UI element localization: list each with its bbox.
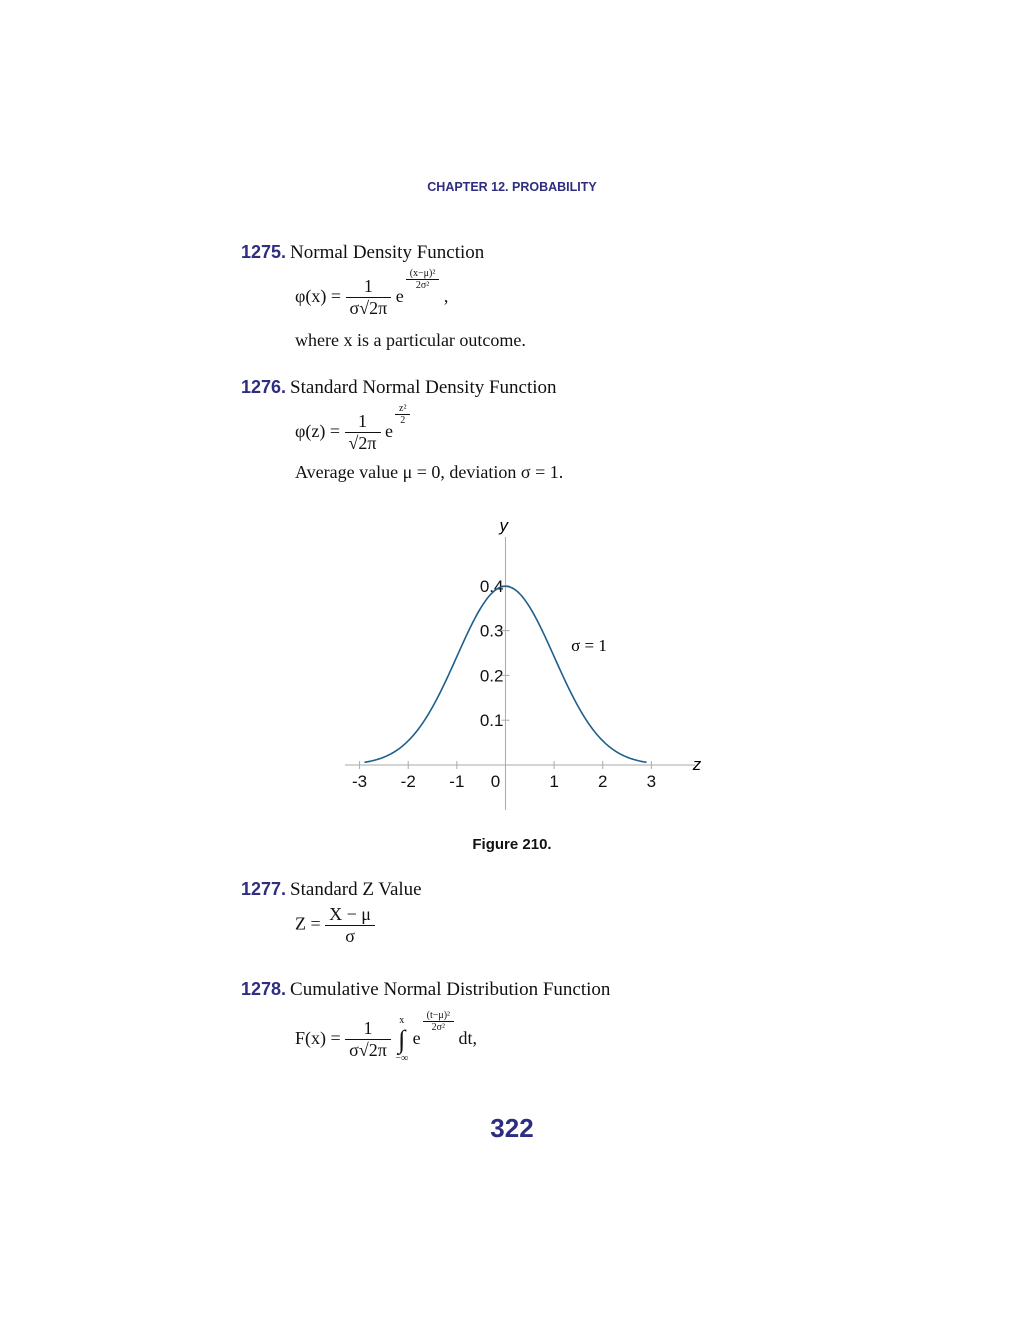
normal-curve-chart	[330, 505, 720, 820]
x-tick-label: -2	[400, 772, 416, 791]
y-tick-label: 0.1	[479, 711, 504, 731]
x-tick-label: -1	[449, 772, 465, 791]
chapter-header: CHAPTER 12. PROBABILITY	[427, 180, 597, 194]
section-number: 1276.	[241, 377, 287, 397]
section-1276-heading	[241, 377, 557, 399]
y-axis-label: y	[499, 516, 508, 535]
section-1278-heading	[241, 979, 610, 1001]
x-tick-label: -3	[352, 772, 368, 791]
integral-sign	[395, 1015, 408, 1065]
y-tick-label: 0.2	[479, 666, 504, 686]
page-number: 322	[490, 1113, 534, 1143]
integral-symbol: ∫	[398, 1024, 406, 1054]
fraction-denominator: σ√2π	[349, 1040, 387, 1061]
exponent	[406, 268, 440, 291]
standard-density-formula	[295, 403, 410, 454]
section-1275-heading	[241, 242, 484, 264]
x-tick-label: 2	[598, 772, 608, 791]
section-title: Standard Normal Density Function	[290, 377, 557, 398]
x-axis-label: z	[692, 755, 702, 774]
formula-fraction	[325, 904, 375, 947]
y-tick-label: 0.3	[479, 621, 504, 641]
exponent-numerator: (x−μ)²	[406, 268, 440, 280]
fraction-numerator: 1	[345, 411, 381, 433]
formula-lhs: Z =	[295, 913, 321, 934]
integral-upper-limit: x	[399, 1014, 405, 1026]
exponent-denominator: 2σ²	[415, 280, 430, 291]
formula-fraction	[345, 1018, 391, 1061]
section-number: 1278.	[241, 979, 287, 999]
exponent	[423, 1010, 454, 1033]
formula-trail: dt,	[458, 1028, 478, 1048]
section-1277-heading	[241, 879, 422, 901]
sigma-annotation: σ = 1	[571, 635, 607, 655]
fraction-denominator: σ√2π	[349, 298, 388, 319]
section-title: Standard Z Value	[290, 879, 422, 900]
formula-trail: ,	[443, 286, 449, 306]
section-number: 1277.	[241, 879, 287, 899]
exponent-numerator: z²	[395, 403, 410, 415]
x-tick-label: 0	[490, 772, 501, 791]
y-tick-label: 0.4	[479, 576, 504, 596]
exponent-denominator: 2σ²	[431, 1022, 446, 1033]
integral-lower-limit: −∞	[395, 1052, 409, 1064]
normal-density-formula	[295, 268, 448, 319]
x-tick-label: 3	[646, 772, 657, 791]
fraction-numerator: 1	[346, 276, 392, 298]
exp-base: e	[395, 286, 404, 306]
exponent-numerator: (t−μ)²	[423, 1010, 454, 1022]
formula-lhs: φ(x) =	[295, 286, 342, 306]
exp-base: e	[412, 1028, 421, 1048]
section-number: 1275.	[241, 242, 287, 262]
section-title: Normal Density Function	[290, 242, 485, 263]
cumulative-formula	[295, 1010, 477, 1065]
formula-lhs: φ(z) =	[295, 421, 341, 441]
section-title: Cumulative Normal Distribution Function	[290, 979, 611, 1000]
exp-base: e	[385, 421, 393, 441]
formula-lhs: F(x) =	[295, 1028, 341, 1048]
fraction-numerator: X − μ	[325, 904, 375, 926]
exponent	[395, 403, 410, 426]
fraction-numerator: 1	[345, 1018, 391, 1040]
section-note: where x is a particular outcome.	[295, 330, 526, 350]
formula-fraction	[345, 411, 381, 454]
figure-caption: Figure 210.	[472, 836, 552, 853]
x-tick-label: 1	[549, 772, 559, 791]
fraction-denominator: √2π	[348, 433, 377, 454]
fraction-denominator: σ	[345, 926, 355, 946]
chart-ticks	[352, 577, 656, 791]
chart-axes	[345, 537, 695, 810]
formula-fraction	[346, 276, 392, 319]
z-value-formula	[295, 904, 375, 947]
exponent-denominator: 2	[400, 415, 406, 426]
section-note: Average value μ = 0, deviation σ = 1.	[295, 462, 564, 482]
